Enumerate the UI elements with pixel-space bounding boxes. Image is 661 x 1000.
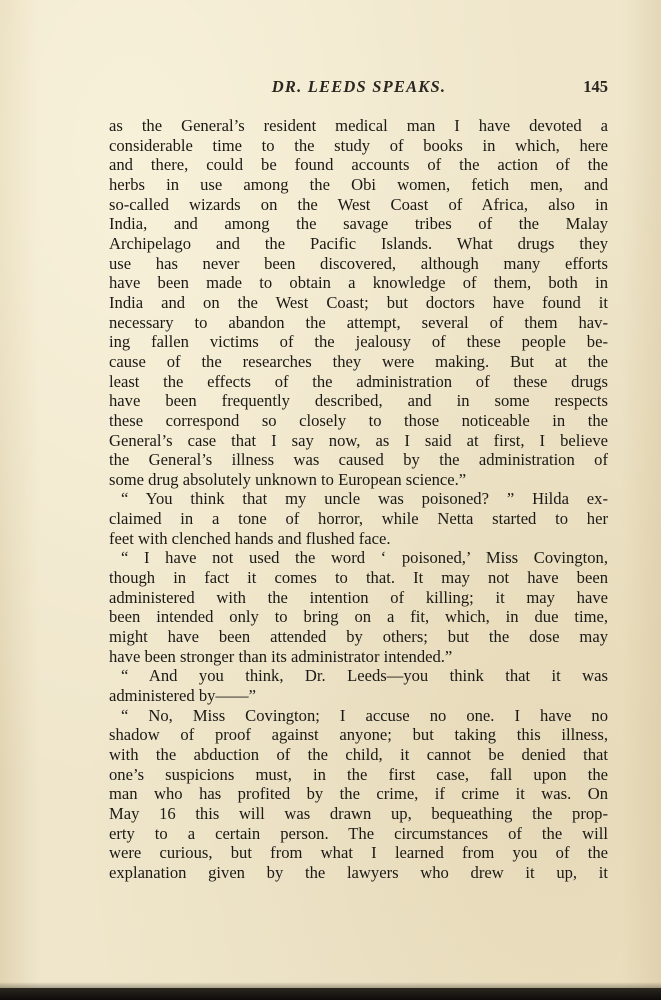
- text-line: so-called wizards on the West Coast of Africa, also in: [109, 194, 608, 214]
- text-line: herbs in use among the Obi women, fetich men, and: [109, 174, 608, 194]
- text-line: least the effects of the administration of these drugs: [109, 371, 608, 391]
- text-line: shadow of proof against anyone; but taking this illness,: [109, 725, 608, 745]
- text-line: claimed in a tone of horror, while Netta started to her: [109, 509, 608, 529]
- running-head: [108, 77, 610, 99]
- text-line: necessary to abandon the attempt, several of them hav-: [109, 312, 608, 332]
- text-line: administered by——”: [109, 686, 257, 706]
- text-line: and there, could be found accounts of the action of the: [109, 155, 608, 175]
- text-line: “ And you think, Dr. Leeds—you think that it was: [121, 666, 608, 686]
- text-line: “ I have not used the word ‘ poisoned,’ Miss Covington,: [121, 548, 608, 568]
- text-line: with the abduction of the child, it cannot be denied that: [109, 745, 608, 764]
- text-line: cause of the researches they were making. But at the: [109, 351, 608, 371]
- text-line: have been stronger than its administrator intended.”: [109, 646, 453, 666]
- text-line: as the General’s resident medical man I have devoted a: [109, 116, 608, 135]
- text-line: May 16 this will was drawn up, bequeathing the prop-: [109, 803, 608, 823]
- text-line: the General’s illness was caused by the administration of: [109, 450, 608, 470]
- running-title: DR. LEEDS SPEAKS.: [271, 77, 447, 96]
- text-line: have been made to obtain a knowledge of them, both in: [109, 273, 608, 293]
- text-line: might have been attended by others; but the dose may: [109, 627, 608, 647]
- text-line: General’s case that I say now, as I said at first, I believe: [109, 430, 608, 450]
- text-line: these correspond so closely to those noticeable in the: [109, 410, 608, 430]
- text-line: been intended only to bring on a fit, which, in due time,: [109, 607, 608, 627]
- text-line: explanation given by the lawyers who drew it up, it: [109, 862, 608, 882]
- text-line: were curious, but from what I learned from you of the: [109, 843, 608, 863]
- text-line: some drug absolutely unknown to European science.”: [109, 469, 467, 489]
- page-bottom-edge: [0, 988, 661, 1000]
- body-text: [109, 116, 608, 883]
- text-line: “ You think that my uncle was poisoned? ” Hilda ex-: [121, 489, 608, 509]
- text-line: Archipelago and the Pacific Islands. What drugs they: [109, 233, 608, 253]
- text-line: considerable time to the study of books in which, here: [109, 135, 608, 155]
- text-line: administered with the intention of killing; it may have: [109, 587, 608, 607]
- text-line: man who has profited by the crime, if crime it was. On: [109, 784, 608, 804]
- text-line: have been frequently described, and in some respects: [109, 391, 608, 411]
- text-line: India and on the West Coast; but doctors have found it: [109, 292, 608, 312]
- text-line: use has never been discovered, although many efforts: [109, 253, 608, 273]
- text-line: ing fallen victims of the jealousy of these people be-: [109, 332, 608, 352]
- text-line: though in fact it comes to that. It may not have been: [109, 568, 608, 588]
- text-line: one’s suspicions must, in the first case, fall upon the: [109, 764, 608, 784]
- text-line: “ No, Miss Covington; I accuse no one. I have no: [121, 705, 608, 725]
- text-line: erty to a certain person. The circumstances of the will: [109, 823, 608, 843]
- text-line: India, and among the savage tribes of the Malay: [109, 214, 608, 234]
- page-number: 145: [583, 77, 608, 96]
- text-line: feet with clenched hands and flushed face.: [109, 528, 391, 548]
